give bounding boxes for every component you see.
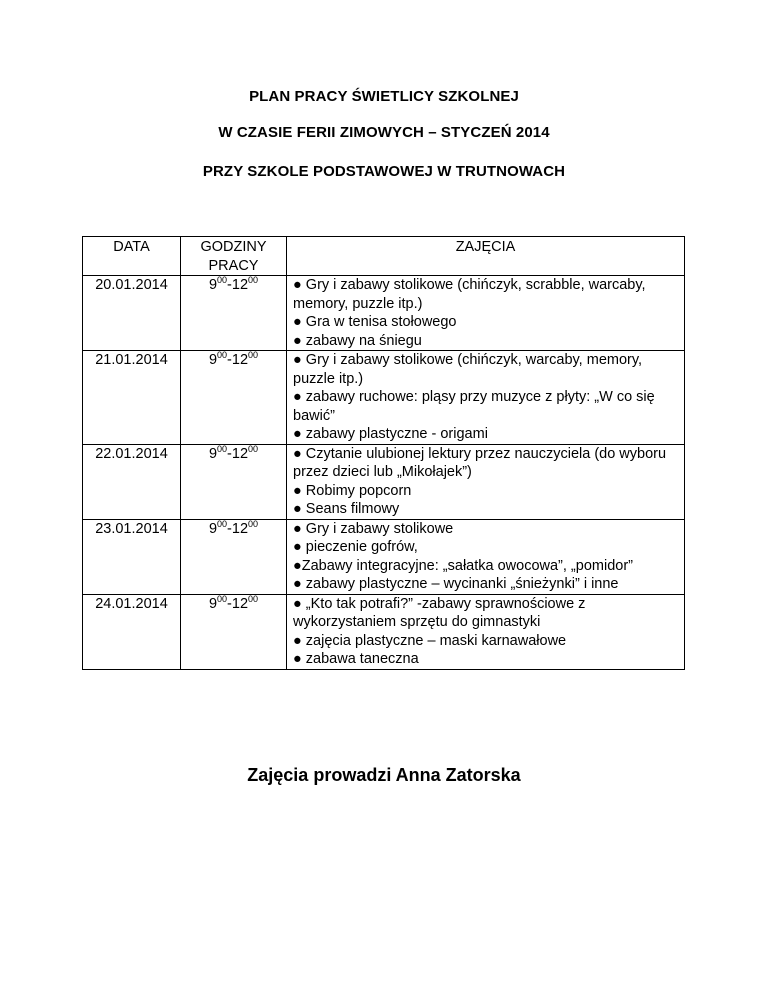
row-activities bbox=[287, 444, 685, 519]
hours-end: 12 bbox=[231, 445, 249, 462]
hours-end-sup: 00 bbox=[248, 518, 259, 529]
hours-sep: - bbox=[227, 520, 232, 537]
activity-item: ● Robimy popcorn bbox=[293, 482, 412, 499]
heading-school: PRZY SZKOLE PODSTAWOWEJ W TRUTNOWACH bbox=[202, 163, 566, 180]
hours-end: 12 bbox=[231, 595, 249, 612]
hours-start: 9 bbox=[208, 277, 218, 293]
activity-item: ● zabawy na śniegu bbox=[293, 332, 422, 349]
header-activities: ZAJĘCIA bbox=[287, 237, 685, 276]
table-row bbox=[83, 351, 685, 445]
row-date: 23.01.2014 bbox=[83, 519, 181, 594]
activity-item: ● zabawa taneczna bbox=[293, 651, 419, 667]
hours-start-sup: 00 bbox=[217, 443, 228, 454]
table-row bbox=[83, 519, 685, 594]
activity-item: ● zajęcia plastyczne – maski karnawałowe bbox=[293, 632, 567, 649]
hours-start-sup: 00 bbox=[217, 593, 228, 604]
hours-start: 9 bbox=[208, 595, 218, 612]
hours-end-sup: 00 bbox=[248, 275, 259, 285]
hours-start: 9 bbox=[208, 445, 218, 462]
table-row bbox=[83, 444, 685, 519]
row-activities bbox=[287, 594, 685, 669]
row-hours bbox=[181, 351, 287, 445]
table-row bbox=[83, 276, 685, 351]
hours-sep: - bbox=[227, 445, 232, 462]
hours-start-sup: 00 bbox=[217, 350, 228, 360]
footer-teacher: Zajęcia prowadzi Anna Zatorska bbox=[247, 765, 521, 785]
hours-sep: - bbox=[227, 595, 232, 612]
row-hours bbox=[181, 519, 287, 594]
hours-end-sup: 00 bbox=[248, 593, 259, 604]
hours-sep: - bbox=[227, 352, 232, 368]
activity-item: ● Gry i zabawy stolikowe (chińczyk, scrabble, warcaby, memory, puzzle itp.) bbox=[293, 277, 646, 312]
activity-item: ● Gra w tenisa stołowego bbox=[293, 314, 457, 330]
activity-item: ●Zabawy integracyjne: „sałatka owocowa”, „pomidor” bbox=[293, 557, 633, 574]
row-hours bbox=[181, 594, 287, 669]
row-date: 24.01.2014 bbox=[83, 594, 181, 669]
activity-item: ● „Kto tak potrafi?” -zabawy sprawnościowe z wykorzystaniem sprzętu do gimnastyki bbox=[293, 595, 586, 630]
heading-period: W CZASIE FERII ZIMOWYCH – STYCZEŃ 2014 bbox=[218, 124, 550, 141]
hours-end-sup: 00 bbox=[248, 443, 259, 454]
hours-sep: - bbox=[227, 277, 232, 293]
row-activities bbox=[287, 351, 685, 445]
header-hours: GODZINY PRACY bbox=[181, 237, 287, 276]
schedule-table bbox=[82, 236, 685, 670]
activity-item: ● zabawy ruchowe: pląsy przy muzyce z płyty: „W co się bawić” bbox=[293, 389, 655, 424]
activity-item: ● Gry i zabawy stolikowe (chińczyk, warcaby, memory, puzzle itp.) bbox=[293, 352, 643, 387]
table-header-row bbox=[83, 237, 685, 276]
hours-end: 12 bbox=[231, 277, 249, 293]
row-date: 21.01.2014 bbox=[83, 351, 181, 445]
hours-end: 12 bbox=[231, 520, 249, 537]
hours-end-sup: 00 bbox=[248, 350, 259, 360]
table-row bbox=[83, 594, 685, 669]
activity-item: ● Czytanie ulubionej lektury przez nauczyciela (do wyboru przez dzieci lub „Mikołajek”) bbox=[293, 445, 667, 480]
heading-title: PLAN PRACY ŚWIETLICY SZKOLNEJ bbox=[249, 88, 519, 105]
activity-item: ● Gry i zabawy stolikowe bbox=[293, 520, 454, 537]
hours-start-sup: 00 bbox=[217, 275, 228, 285]
hours-end: 12 bbox=[231, 352, 249, 368]
hours-start: 9 bbox=[208, 520, 218, 537]
row-date: 20.01.2014 bbox=[83, 276, 181, 351]
header-date: DATA bbox=[83, 237, 181, 276]
activity-item: ● zabawy plastyczne – wycinanki „śnieżynki” i inne bbox=[293, 576, 619, 592]
row-date: 22.01.2014 bbox=[83, 444, 181, 519]
activity-item: ● zabawy plastyczne - origami bbox=[293, 426, 488, 442]
activity-item: ● pieczenie gofrów, bbox=[293, 539, 418, 555]
hours-start: 9 bbox=[208, 352, 218, 368]
row-activities bbox=[287, 519, 685, 594]
activity-item: ● Seans filmowy bbox=[293, 501, 400, 517]
hours-start-sup: 00 bbox=[217, 518, 228, 529]
row-hours bbox=[181, 276, 287, 351]
row-activities bbox=[287, 276, 685, 351]
row-hours bbox=[181, 444, 287, 519]
